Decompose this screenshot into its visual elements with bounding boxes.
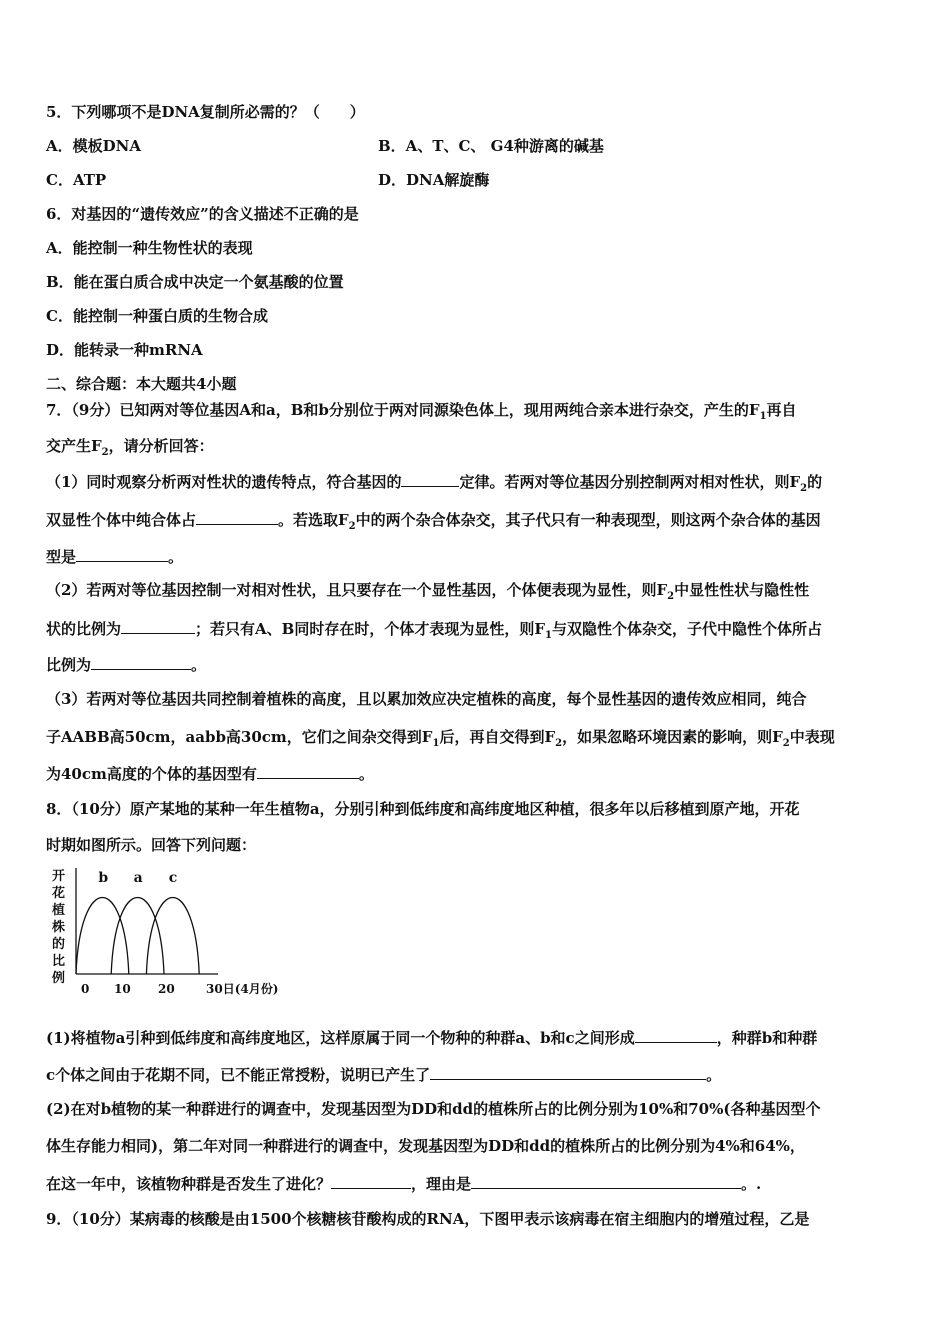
- series-curve-c: [146, 898, 199, 975]
- q6-stem: 6．对基因的“遗传效应”的含义描述不正确的是: [46, 205, 359, 223]
- q6-option-b: B．能在蛋白质合成中决定一个氨基酸的位置: [46, 273, 344, 291]
- q7-part2-line-1: （2）若两对等位基因控制一对相对性状，且只要存在一个显性基因，个体便表现为显性，则$F_2$中显性性状与隐性性: [46, 581, 810, 602]
- series-label-c: c: [168, 870, 178, 886]
- q7-line-1: 7．（9分）已知两对等位基因A和a，B和b分别位于两对同源染色体上，现用两纯合亲本进行杂交，产生的$F_1$再自: [46, 401, 797, 422]
- q7-line-2: 交产生$F_2$，请分析回答：: [46, 437, 214, 458]
- blank[interactable]: [471, 1173, 741, 1189]
- x-tick-label: 10: [114, 982, 131, 996]
- y-axis-label-text: 开花植株的比例: [52, 869, 66, 986]
- q7-part3-line-1: （3）若两对等位基因共同控制着植株的高度，且以累加效应决定植株的高度，每个显性基因的遗传效应相同，纯合: [46, 690, 807, 708]
- q8-part2-line-2: 体生存能力相同)，第二年对同一种群进行的调查中，发现基因型为DD和dd的植株所占的比例分别为4%和64%，: [46, 1137, 805, 1155]
- blank[interactable]: [76, 546, 168, 562]
- q8-part1-line-2: c个体之间由于花期不同，已不能正常授粉，说明已产生了 。: [46, 1066, 722, 1084]
- q7-part1-line-3: 型是 。: [46, 548, 184, 566]
- q5-option-c: C．ATP: [46, 171, 107, 189]
- q5-stem: 5．下列哪项不是DNA复制所必需的？（ ）: [46, 103, 365, 121]
- blank[interactable]: [196, 509, 278, 525]
- q8-line-2: 时期如图所示。回答下列问题：: [46, 836, 257, 854]
- q7-part2-line-2: 状的比例为 ；若只有A、B同时存在时，个体才表现为显性，则$F_1$与双隐性个体杂交，子代中隐性个体所占: [46, 620, 822, 641]
- blank[interactable]: [121, 618, 195, 634]
- q6-option-c: C．能控制一种蛋白质的生物合成: [46, 307, 268, 325]
- series-label-b: b: [98, 870, 109, 886]
- q7-part1-line-2: 双显性个体中纯合体占 。若选取$F_2$中的两个杂合体杂交，其子代只有一种表现型，则这两个杂合体的基因: [46, 511, 821, 532]
- q7-part3-line-3: 为40cm高度的个体的基因型有 。: [46, 765, 374, 783]
- series-label-a: a: [133, 870, 143, 886]
- q5-option-a: A．模板DNA: [46, 137, 141, 155]
- q8-part2-line-3: 在这一年中，该植物种群是否发生了进化？ ，理由是 。.: [46, 1175, 762, 1193]
- q8-part2-line-1: (2)在对b植物的某一种群进行的调查中，发现基因型为DD和dd的植株所占的比例分别为10%和70%(各种基因型个: [46, 1100, 821, 1118]
- blank[interactable]: [430, 1064, 706, 1080]
- q7-part2-line-3: 比例为 。: [46, 656, 207, 674]
- blank[interactable]: [257, 763, 359, 779]
- y-axis-label: [51, 868, 65, 986]
- q9-line-1: 9．（10分）某病毒的核酸是由1500个核糖核苷酸构成的RNA，下图甲表示该病毒在宿主细胞内的增殖过程，乙是: [46, 1210, 810, 1228]
- x-tick-label: 0: [81, 982, 90, 996]
- blank[interactable]: [401, 471, 459, 487]
- series-curve-b: [76, 898, 129, 975]
- q7-part1-line-1: （1）同时观察分析两对性状的遗传特点，符合基因的 定律。若两对等位基因分别控制两对相对性状，则$F_2$的: [46, 473, 823, 494]
- section-heading: 二、综合题：本大题共4小题: [46, 375, 237, 393]
- blank[interactable]: [91, 654, 191, 670]
- q6-option-d: D．能转录一种mRNA: [46, 341, 203, 359]
- q8-part1-line-1: (1)将植物a引种到低纬度和高纬度地区，这样原属于同一个物种的种群a、b和c之间形成 ，种群b和种群: [46, 1029, 818, 1047]
- series-curve-a: [111, 898, 164, 975]
- q5-option-b: B．A、T、C、 G4种游离的碱基: [378, 137, 604, 155]
- q8-line-1: 8．（10分）原产某地的某种一年生植物a，分别引种到低纬度和高纬度地区种植，很多年以后移植到原产地，开花: [46, 800, 800, 818]
- q5-option-d: D．DNA解旋酶: [378, 171, 490, 189]
- x-axis-label: 30日(4月份): [206, 982, 279, 996]
- blank[interactable]: [331, 1173, 411, 1189]
- flowering-chart: [46, 866, 282, 1002]
- x-tick-label: 20: [158, 982, 175, 996]
- q6-option-a: A．能控制一种生物性状的表现: [46, 239, 253, 257]
- blank[interactable]: [635, 1027, 717, 1043]
- q7-part3-line-2: 子AABB高50cm，aabb高30cm，它们之间杂交得到$F_1$后，再自交得到$F_2$，如果忽略环境因素的影响，则$F_2$中表现: [46, 728, 835, 749]
